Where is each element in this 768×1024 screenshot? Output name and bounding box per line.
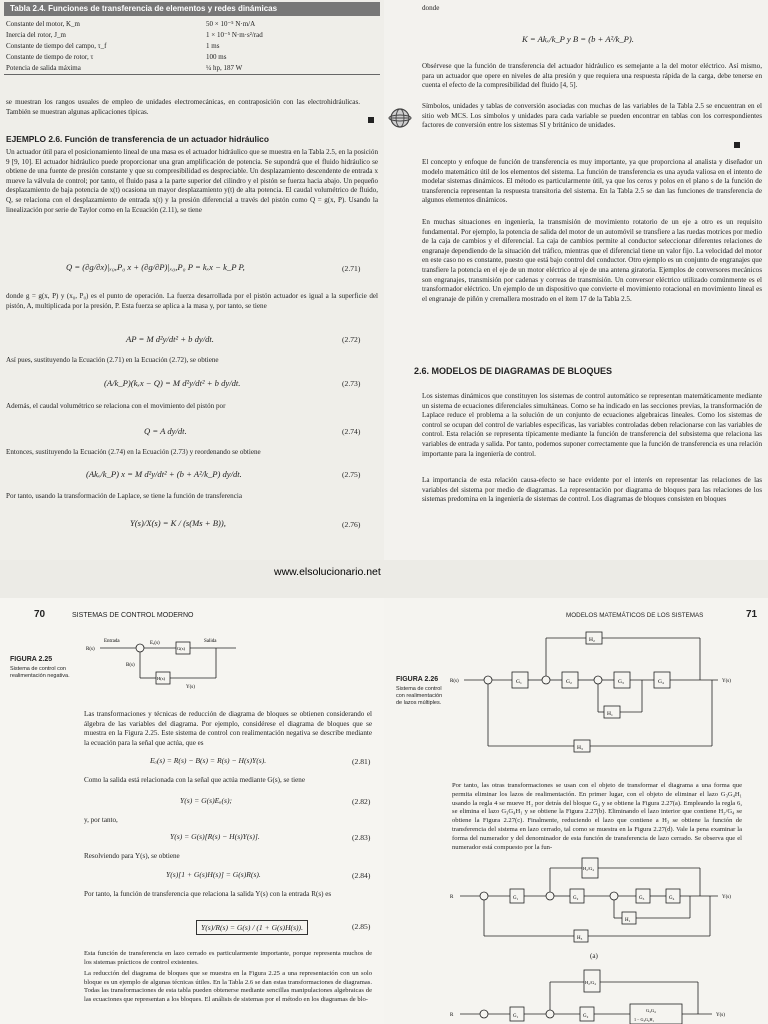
subfigure-caption: (a) [590,952,598,960]
table-cell: Constante del motor, K_m [6,20,80,28]
parameter-table [4,19,380,75]
intro-paragraph: se muestran los rangos usuales de empleo de unidades electromecánicas, en contraposición con las electrohidráulicas. También se muestran algunas aplicaciones típicas. [6,98,360,116]
table-cell: Inercia del rotor, J_m [6,31,66,39]
equation: Y(s)/X(s) = K / (s(Ms + B)), [130,518,226,528]
equation-number: (2.83) [352,833,371,842]
section-title: 2.6. MODELOS DE DIAGRAMAS DE BLOQUES [414,366,613,376]
diagram-label: Y(s) [722,895,731,900]
table-row [4,52,380,63]
equation: Y(s) = G(s)[R(s) − H(s)Y(s)]. [170,832,260,841]
diagram-label: R(s) [450,679,459,684]
equation-number: (2.82) [352,797,371,806]
equation-number: (2.76) [342,520,361,529]
equation-number: (2.85) [352,922,371,931]
running-head: MODELOS MATEMÁTICOS DE LOS SISTEMAS [566,612,704,619]
diagram-label: H(s) [157,676,165,681]
equation: Y(s)[1 + G(s)H(s)] = G(s)R(s). [166,870,261,879]
diagram-label: B(s) [126,663,135,668]
table-cell: 1 ms [206,42,220,50]
body-paragraph: Resolviendo para Y(s), se obtiene [84,852,180,860]
web-globe-icon [388,106,412,130]
body-paragraph: Entonces, sustituyendo la Ecuación (2.74) en la Ecuación (2.73) y reordenando se obtiene [6,448,261,456]
figure-label: FIGURA 2.25 [10,656,53,663]
diagram-label: Eₐ(s) [150,641,160,646]
diagram-label: Salida [204,639,217,644]
block-diagram-fig-2-27b [450,966,750,1024]
diagram-label: R [450,895,454,900]
equation-number: (2.73) [342,379,361,388]
diagram-label: G₃ [618,679,624,685]
body-paragraph: La importancia de esta relación causa-efecto se hace evidente por el interés en representar las relaciones de las variables del sistema por medio de diagramas. La representación por diagrama de bloques para las relaciones de los sistemas predomina en la ingeniería de sistemas de control. Los diagramas de bloques consisten en bloques [422,476,762,504]
body-paragraph: Esta función de transferencia en lazo cerrado es particularmente importante, porque representa muchos de los sistemas prácticos de control existentes. [84,950,372,966]
diagram-label: G₂ [566,679,572,685]
body-paragraph: donde g = g(x, P) y (x₀, P₀) es el punto de operación. La fuerza desarrollada por el pistón actuador es igual a la superficie del pistón, A, multiplicada por la presión, P. Esta fuerza se aplica a la masa y, por tanto, se tiene [6,292,378,310]
equation: Q = A dy/dt. [144,426,187,436]
diagram-label: G₁ [513,1014,519,1019]
diagram-label: R [450,1013,454,1018]
end-mark-icon [368,117,374,123]
figure-caption: Sistema de control con realimentación de lazos múltiples. [396,686,443,706]
diagram-label: H₁ [607,711,613,717]
table-cell: Constante de tiempo del campo, τ_f [6,42,107,50]
figure-caption: Sistema de control con realimentación negativa. [10,666,70,679]
equation: Q = (∂g/∂x)|ₓ₀,P₀ x + (∂g/∂P)|ₓ₀,P₀ P = kₓx − k_P P, [66,262,245,272]
body-paragraph: El concepto y enfoque de función de transferencia es muy importante, ya que proporciona al analista y diseñador un modelo matemático útil de los elementos del sistema. La función de transferencia es una ayuda valiosa en el intento de modelar sistemas dinámicos. El método es particularmente útil, ya que los ceros y polos en el plano s de la función de transferencia representan la respuesta transitoria del sistema. En la Tabla 2.5 se dan las funciones de transferencia de algunos elementos dinámicos. [422,158,762,205]
diagram-label: G(s) [177,646,185,651]
watermark-url: www.elsolucionario.net [274,566,381,578]
diagram-label: G₃ [639,896,645,901]
table-title: Tabla 2.4. Funciones de transferencia de elementos y redes dinámicas [4,2,380,16]
running-head: SISTEMAS DE CONTROL MODERNO [72,612,194,619]
diagram-label: H₂ [589,637,595,643]
boxed-equation: Y(s)/R(s) = G(s) / (1 + G(s)H(s)). [196,920,308,935]
body-paragraph: Las transformaciones y técnicas de reducción de diagrama de bloques se obtienen considerando el álgebra de las variables del diagrama. Por ejemplo, considérese el diagrama de bloques que se muestra en la Figura 2.25. Este sistema de control con realimentación negativa se describe mediante la ecuación para la señal que actúa, que es [84,710,372,747]
diagram-label: H₃ [577,936,583,941]
body-paragraph: Por tanto, la función de transferencia que relaciona la salida Y(s) con la entrada R(s) es [84,890,332,898]
diagram-label: Entrada [104,639,120,644]
diagram-label: G₂ [573,896,579,901]
diagram-label: Y(s) [186,685,195,690]
diagram-label: 1 − G₃G₄H₁ [634,1017,655,1022]
block-diagram-fig-2-27a [450,856,750,946]
page-number: 71 [746,609,758,620]
body-paragraph: Además, el caudal volumétrico se relaciona con el movimiento del pistón por [6,402,226,410]
body-paragraph: Un actuador útil para el posicionamiento lineal de una masa es el actuador hidráulico que se muestra en la Tabla 2.5, en la posición 9 [9, 10]. El actuador hidráulico puede proporcionar una gran amplificación de potencia. Se supondrá que el fluido hidráulico se obtiene de una fuente de presión constante y que su compresibilidad es despreciable. Un desplazamiento descendente de entrada x mueve la válvula de control; por tanto, el fluido pasa a la parte superior del cilindro y el pistón se fuerza hacia abajo. Un pequeño desplazamiento de baja potencia de x(t) ocasiona un mayor desplazamiento y(t) de alta potencia. El caudal volumétrico de fluido, Q, se relaciona con el desplazamiento de entrada x(t) y la presión diferencial a través del pistón como Q = g(x, P). Usando la linealización por serie de Taylor como en la Ecuación (2.11), se tiene [6,148,378,214]
diagram-label: H₃ [577,745,583,751]
equation-number: (2.74) [342,427,361,436]
diagram-label: G₁ [513,896,519,901]
figure-label: FIGURA 2.26 [396,676,439,683]
equation-number: (2.72) [342,335,361,344]
table-row [4,63,380,74]
body-paragraph: Por tanto, las otras transformaciones se usan con el objeto de transformar el diagrama a una forma que permita eliminar los lazos de realimentación. En primer lugar, con el objeto de eliminar el lazo G₃G₄H₁ usando la regla 4 se mueve H₂ por detrás del bloque G₄ y se obtiene la Figura 2.27(a). Empleando la regla 6, se elimina el lazo G₃G₄H₁ y se obtiene la Figura 2.27(b). Eliminando el lazo interior que contiene H₂/G₄ se obtiene la Figura 2.27(c). Finalmente, reduciendo el lazo que contiene a H₃ se obtiene la función de transferencia del sistema en lazo cerrado, tal como se muestra en la Figura 2.27(d). Vale la pena examinar la forma del numerador y del denominador de esta función de transferencia de lazo cerrado. Se observa que el numerador está compuesto por la fun- [452,782,742,851]
example-title: EJEMPLO 2.6. Función de transferencia de un actuador hidráulico [6,134,269,144]
table-cell: 50 × 10⁻⁵ N·m/A [206,20,256,28]
body-paragraph: Así pues, sustituyendo la Ecuación (2.71) en la Ecuación (2.72), se obtiene [6,356,219,364]
diagram-label: G₁ [516,679,522,685]
body-paragraph: y, por tanto, [84,816,118,824]
table-row [4,41,380,52]
diagram-label: H₁ [625,918,631,923]
equation-number: (2.81) [352,757,371,766]
diagram-label: H₂/G₄ [585,980,596,985]
diagram-label: H₂/G₄ [583,866,594,871]
equation: AP = M d²y/dt² + b dy/dt. [126,334,214,344]
end-mark-icon [734,142,740,148]
table-cell: Constante de tiempo de rotor, τ [6,53,94,61]
body-paragraph: En muchas situaciones en ingeniería, la transmisión de movimiento rotatorio de un eje a otro es un requisito fundamental. Por ejemplo, la potencia de salida del motor de un automóvil se transfiere a las ruedas motrices por medio de la caja de cambios y el diferencial. La caja de cambios permite al conductor seleccionar diferentes relaciones de engranaje dependiendo de la situación del tráfico, mientras que el diferencial tiene un valor fijo. La velocidad del motor en este caso no es constante, puesto que está bajo control del conductor. Otro ejemplo es un conjunto de engranajes que transfiere la potencia en el eje de un motor eléctrico al eje de una antena giratoria. Ejemplos de conversores mecánicos son engranajes, transmisión por cadenas y correas de transmisión. Un conversor eléctrico utilizado comúnmente es el transformador eléctrico. Un ejemplo de un dispositivo que convierte el movimiento rotacional en movimiento lineal es el engranaje de piñón y cremallera mostrado en el ítem 17 de la Tabla 2.5. [422,218,762,303]
donde-label: donde [422,4,440,12]
table-row [4,19,380,30]
page-top-left [0,0,384,560]
diagram-label: G₂ [583,1014,589,1019]
table-cell: 100 ms [206,53,227,61]
body-paragraph: La reducción del diagrama de bloques que se muestra en la Figura 2.25 a una representación con un solo bloque es un ejemplo de algunas técnicas útiles. En la Tabla 2.6 se dan estas transformaciones de diagramas. Todas las transformaciones de esta tabla pueden obtenerse mediante sencillas manipulaciones algebraicas de las ecuaciones que representan a los bloques. El análisis de sistemas por el método en los diagramas de blo- [84,970,372,1003]
equation: (Akₓ/k_P) x = M d²y/dt² + (b + A²/k_P) dy/dt. [86,469,242,479]
body-paragraph: Obsérvese que la función de transferencia del actuador hidráulico es semejante a la del motor eléctrico. Así mismo, para un actuador que opere en niveles de alta presión y que requiera una respuesta rápida de la carga, debe tenerse en cuenta el efecto de la compresibilidad del fluido [4, 5]. [422,62,762,90]
equation: Eₐ(s) = R(s) − B(s) = R(s) − H(s)Y(s). [150,756,267,765]
body-paragraph: Como la salida está relacionada con la señal que actúa mediante G(s), se tiene [84,776,305,784]
table-cell: ¼ hp, 187 W [206,64,243,72]
equation: Y(s) = G(s)Eₐ(s); [180,796,233,805]
diagram-label: G₄ [658,679,664,685]
equation: K = Akₓ/k_P y B = (b + A²/k_P). [522,34,634,44]
equation: (A/k_P)(kₓx − Q) = M d²y/dt² + b dy/dt. [104,378,241,388]
block-diagram-fig-2-26 [450,628,768,764]
equation-number: (2.71) [342,264,361,273]
table-cell: Potencia de salida máxima [6,64,81,72]
equation-number: (2.75) [342,470,361,479]
body-paragraph: Los sistemas dinámicos que constituyen los sistemas de control automático se representan matemáticamente mediante un sistema de ecuaciones diferenciales simultáneas. Como se ha indicado en las secciones previas, la transformación de Laplace reduce el problema a la solución de un conjunto de ecuaciones algebraicas lineales. Como los sistemas de control se ocupan del control de variables específicas, las variables controladas deben relacionarse con las variables de control. Esta relación se representa típicamente mediante la función de transferencia del subsistema que relaciona las variables de entrada y salida. Por tanto, podemos suponer correctamente que la función de transferencia es una relación importante para la ingeniería de control. [422,392,762,458]
diagram-label: R(s) [86,647,95,652]
equation-number: (2.84) [352,871,371,880]
diagram-label: Y(s) [722,679,731,684]
body-paragraph: Símbolos, unidades y tablas de conversión asociadas con muchas de las variables de la Tabla 2.5 se encuentran en el sitio web MCS. Los símbolos y unidades para cada variable se pueden encontrar en tablas con los correspondientes factores de conversión entre los sistemas SI y británico de unidades. [422,102,762,130]
body-paragraph: Por tanto, usando la transformación de Laplace, se tiene la función de transferencia [6,492,242,500]
diagram-label: Y(s) [716,1013,725,1018]
page-top-right [384,0,768,560]
diagram-label: G₃G₄ [646,1008,656,1013]
diagram-label: G₄ [669,896,675,901]
table-cell: 1 × 10⁻⁵ N·m·s²/rad [206,31,263,39]
block-diagram-fig-2-25 [86,634,246,694]
page-number: 70 [34,609,46,620]
table-row [4,30,380,41]
